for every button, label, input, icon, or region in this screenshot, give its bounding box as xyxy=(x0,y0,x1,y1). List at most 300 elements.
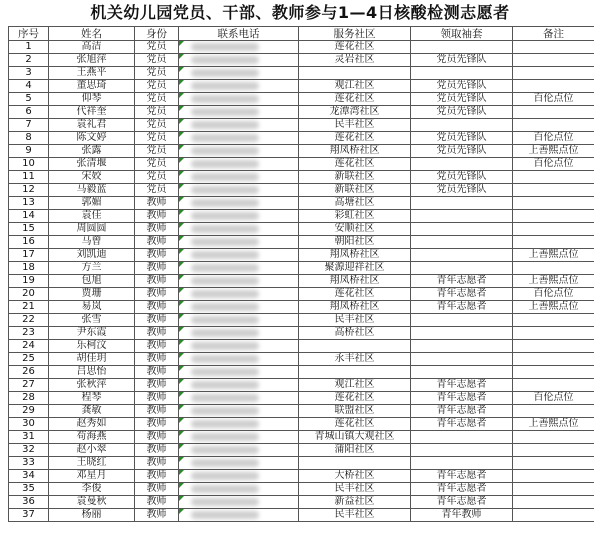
cell-marker xyxy=(179,171,184,176)
service-community: 高塘社区 xyxy=(299,197,411,210)
service-community: 朝阳社区 xyxy=(299,236,411,249)
table-row xyxy=(9,54,595,67)
row-number: 12 xyxy=(9,184,49,197)
table-row xyxy=(9,106,595,119)
phone-cell-redacted xyxy=(179,379,299,392)
person-name: 袁礼君 xyxy=(49,119,135,132)
person-name: 张露 xyxy=(49,145,135,158)
redacted-phone xyxy=(191,277,259,285)
phone-cell-redacted xyxy=(179,210,299,223)
phone-cell-redacted xyxy=(179,483,299,496)
redacted-phone xyxy=(191,342,259,350)
table-row xyxy=(9,353,595,366)
remark xyxy=(513,379,595,392)
sleeve-type: 青年志愿者 xyxy=(411,405,513,418)
cell-marker xyxy=(179,353,184,358)
phone-cell-redacted xyxy=(179,132,299,145)
table-row xyxy=(9,444,595,457)
service-community: 聚源迎祥社区 xyxy=(299,262,411,275)
row-number: 19 xyxy=(9,275,49,288)
redacted-phone xyxy=(191,95,259,103)
service-community: 安顺社区 xyxy=(299,223,411,236)
person-role: 教师 xyxy=(135,223,179,236)
person-role: 党员 xyxy=(135,171,179,184)
row-number: 26 xyxy=(9,366,49,379)
cell-marker xyxy=(179,509,184,514)
person-name: 苟海燕 xyxy=(49,431,135,444)
person-role: 教师 xyxy=(135,262,179,275)
remark xyxy=(513,444,595,457)
remark xyxy=(513,236,595,249)
redacted-phone xyxy=(191,303,259,311)
service-community xyxy=(299,366,411,379)
service-community: 翔凤桥社区 xyxy=(299,145,411,158)
table-header-row xyxy=(9,27,595,41)
table-row xyxy=(9,496,595,509)
remark xyxy=(513,223,595,236)
cell-marker xyxy=(179,262,184,267)
redacted-phone xyxy=(191,199,259,207)
service-community: 翔凤桥社区 xyxy=(299,249,411,262)
redacted-phone xyxy=(191,407,259,415)
person-name: 王燕平 xyxy=(49,67,135,80)
phone-cell-redacted xyxy=(179,314,299,327)
row-number: 2 xyxy=(9,54,49,67)
row-number: 15 xyxy=(9,223,49,236)
table-row xyxy=(9,197,595,210)
redacted-phone xyxy=(191,238,259,246)
sleeve-type xyxy=(411,197,513,210)
person-role: 教师 xyxy=(135,301,179,314)
person-name: 张清堰 xyxy=(49,158,135,171)
cell-marker xyxy=(179,340,184,345)
remark xyxy=(513,54,595,67)
table-row xyxy=(9,418,595,431)
remark xyxy=(513,171,595,184)
person-role: 教师 xyxy=(135,379,179,392)
remark xyxy=(513,353,595,366)
cell-marker xyxy=(179,223,184,228)
remark xyxy=(513,431,595,444)
row-number: 30 xyxy=(9,418,49,431)
row-number: 34 xyxy=(9,470,49,483)
person-role: 党员 xyxy=(135,54,179,67)
person-name: 张雪 xyxy=(49,314,135,327)
remark xyxy=(513,496,595,509)
cell-marker xyxy=(179,327,184,332)
person-name: 方兰 xyxy=(49,262,135,275)
service-community: 民丰社区 xyxy=(299,509,411,522)
phone-cell-redacted xyxy=(179,366,299,379)
phone-cell-redacted xyxy=(179,301,299,314)
phone-cell-redacted xyxy=(179,145,299,158)
row-number: 37 xyxy=(9,509,49,522)
cell-marker xyxy=(179,275,184,280)
person-role: 教师 xyxy=(135,249,179,262)
cell-marker xyxy=(179,405,184,410)
table-row xyxy=(9,236,595,249)
phone-cell-redacted xyxy=(179,288,299,301)
remark: 百伦点位 xyxy=(513,288,595,301)
table-row xyxy=(9,392,595,405)
phone-cell-redacted xyxy=(179,496,299,509)
cell-marker xyxy=(179,210,184,215)
sleeve-type: 党员先锋队 xyxy=(411,106,513,119)
service-community xyxy=(299,457,411,470)
cell-marker xyxy=(179,54,184,59)
row-number: 28 xyxy=(9,392,49,405)
redacted-phone xyxy=(191,264,259,272)
row-number: 23 xyxy=(9,327,49,340)
person-name: 陈文婷 xyxy=(49,132,135,145)
service-community: 莲花社区 xyxy=(299,158,411,171)
person-role: 党员 xyxy=(135,41,179,54)
redacted-phone xyxy=(191,485,259,493)
redacted-phone xyxy=(191,251,259,259)
cell-marker xyxy=(179,379,184,384)
person-role: 党员 xyxy=(135,106,179,119)
table-row xyxy=(9,67,595,80)
person-name: 杨丽 xyxy=(49,509,135,522)
service-community: 大桥社区 xyxy=(299,470,411,483)
person-role: 教师 xyxy=(135,340,179,353)
redacted-phone xyxy=(191,173,259,181)
service-community: 灵岩社区 xyxy=(299,54,411,67)
sleeve-type: 党员先锋队 xyxy=(411,184,513,197)
person-name: 易岚 xyxy=(49,301,135,314)
sleeve-type xyxy=(411,327,513,340)
remark xyxy=(513,80,595,93)
sleeve-type xyxy=(411,119,513,132)
person-role: 教师 xyxy=(135,236,179,249)
row-number: 24 xyxy=(9,340,49,353)
redacted-phone xyxy=(191,134,259,142)
person-name: 宋姣 xyxy=(49,171,135,184)
sleeve-type: 青年志愿者 xyxy=(411,483,513,496)
person-role: 教师 xyxy=(135,418,179,431)
redacted-phone xyxy=(191,433,259,441)
person-role: 教师 xyxy=(135,405,179,418)
phone-cell-redacted xyxy=(179,327,299,340)
remark xyxy=(513,184,595,197)
table-row xyxy=(9,483,595,496)
person-name: 赵小翠 xyxy=(49,444,135,457)
row-number: 16 xyxy=(9,236,49,249)
person-role: 教师 xyxy=(135,431,179,444)
cell-marker xyxy=(179,366,184,371)
table-row xyxy=(9,288,595,301)
sleeve-type: 党员先锋队 xyxy=(411,54,513,67)
cell-marker xyxy=(179,288,184,293)
person-name: 胡佳玥 xyxy=(49,353,135,366)
phone-cell-redacted xyxy=(179,158,299,171)
person-role: 教师 xyxy=(135,457,179,470)
cell-marker xyxy=(179,158,184,163)
row-number: 14 xyxy=(9,210,49,223)
row-number: 6 xyxy=(9,106,49,119)
service-community xyxy=(299,340,411,353)
row-number: 17 xyxy=(9,249,49,262)
sleeve-type: 青年志愿者 xyxy=(411,288,513,301)
redacted-phone xyxy=(191,446,259,454)
sleeve-type xyxy=(411,41,513,54)
phone-cell-redacted xyxy=(179,80,299,93)
phone-cell-redacted xyxy=(179,119,299,132)
remark xyxy=(513,41,595,54)
person-role: 教师 xyxy=(135,392,179,405)
person-name: 郭媚 xyxy=(49,197,135,210)
cell-marker xyxy=(179,145,184,150)
row-number: 9 xyxy=(9,145,49,158)
table-row xyxy=(9,80,595,93)
person-name: 袁曼秋 xyxy=(49,496,135,509)
sleeve-type: 党员先锋队 xyxy=(411,171,513,184)
sleeve-type xyxy=(411,366,513,379)
remark xyxy=(513,327,595,340)
cell-marker xyxy=(179,457,184,462)
table-row xyxy=(9,93,595,106)
person-role: 党员 xyxy=(135,93,179,106)
phone-cell-redacted xyxy=(179,171,299,184)
redacted-phone xyxy=(191,82,259,90)
table-row xyxy=(9,184,595,197)
row-number: 25 xyxy=(9,353,49,366)
person-name: 李俊 xyxy=(49,483,135,496)
redacted-phone xyxy=(191,121,259,129)
remark xyxy=(513,106,595,119)
remark xyxy=(513,366,595,379)
service-community: 联盟社区 xyxy=(299,405,411,418)
person-role: 教师 xyxy=(135,210,179,223)
remark xyxy=(513,197,595,210)
service-community: 莲花社区 xyxy=(299,41,411,54)
cell-marker xyxy=(179,80,184,85)
remark xyxy=(513,67,595,80)
sleeve-type: 青年志愿者 xyxy=(411,275,513,288)
service-community: 莲花社区 xyxy=(299,288,411,301)
phone-cell-redacted xyxy=(179,106,299,119)
redacted-phone xyxy=(191,69,259,77)
service-community: 观江社区 xyxy=(299,379,411,392)
header-phone: 联系电话 xyxy=(179,27,299,41)
service-community: 翔凤桥社区 xyxy=(299,301,411,314)
header-role: 身份 xyxy=(135,27,179,41)
remark xyxy=(513,509,595,522)
table-row xyxy=(9,470,595,483)
person-name: 王晓红 xyxy=(49,457,135,470)
sleeve-type: 党员先锋队 xyxy=(411,93,513,106)
sleeve-type: 青年志愿者 xyxy=(411,418,513,431)
remark xyxy=(513,262,595,275)
cell-marker xyxy=(179,431,184,436)
table-row xyxy=(9,366,595,379)
phone-cell-redacted xyxy=(179,223,299,236)
sleeve-type: 党员先锋队 xyxy=(411,132,513,145)
sleeve-type xyxy=(411,236,513,249)
person-name: 周圆圆 xyxy=(49,223,135,236)
table-row xyxy=(9,431,595,444)
row-number: 4 xyxy=(9,80,49,93)
person-name: 董思琦 xyxy=(49,80,135,93)
row-number: 32 xyxy=(9,444,49,457)
row-number: 3 xyxy=(9,67,49,80)
table-row xyxy=(9,41,595,54)
row-number: 18 xyxy=(9,262,49,275)
redacted-phone xyxy=(191,459,259,467)
redacted-phone xyxy=(191,186,259,194)
service-community: 青城山镇大观社区 xyxy=(299,431,411,444)
sleeve-type xyxy=(411,249,513,262)
sleeve-type xyxy=(411,67,513,80)
sleeve-type xyxy=(411,340,513,353)
person-name: 邓星月 xyxy=(49,470,135,483)
sleeve-type xyxy=(411,223,513,236)
person-role: 党员 xyxy=(135,67,179,80)
person-name: 马曾 xyxy=(49,236,135,249)
row-number: 13 xyxy=(9,197,49,210)
phone-cell-redacted xyxy=(179,184,299,197)
service-community: 龙潭湾社区 xyxy=(299,106,411,119)
row-number: 22 xyxy=(9,314,49,327)
row-number: 1 xyxy=(9,41,49,54)
sleeve-type: 青年志愿者 xyxy=(411,470,513,483)
redacted-phone xyxy=(191,420,259,428)
table-row xyxy=(9,132,595,145)
service-community: 新益社区 xyxy=(299,496,411,509)
redacted-phone xyxy=(191,160,259,168)
person-name: 尹东霞 xyxy=(49,327,135,340)
service-community: 新联社区 xyxy=(299,184,411,197)
cell-marker xyxy=(179,444,184,449)
redacted-phone xyxy=(191,147,259,155)
remark: 上善熙点位 xyxy=(513,301,595,314)
page-title: 机关幼儿园党员、干部、教师参与1—4日核酸检测志愿者 xyxy=(90,3,510,22)
table-row xyxy=(9,119,595,132)
sleeve-type xyxy=(411,431,513,444)
person-name: 赵秀如 xyxy=(49,418,135,431)
sleeve-type: 党员先锋队 xyxy=(411,145,513,158)
header-no: 序号 xyxy=(9,27,49,41)
table-row xyxy=(9,171,595,184)
person-name: 刘凯迪 xyxy=(49,249,135,262)
remark xyxy=(513,119,595,132)
remark xyxy=(513,483,595,496)
person-name: 龚敏 xyxy=(49,405,135,418)
remark: 百伦点位 xyxy=(513,158,595,171)
person-role: 党员 xyxy=(135,80,179,93)
remark: 百伦点位 xyxy=(513,392,595,405)
phone-cell-redacted xyxy=(179,275,299,288)
person-name: 仰琴 xyxy=(49,93,135,106)
phone-cell-redacted xyxy=(179,236,299,249)
row-number: 35 xyxy=(9,483,49,496)
remark: 百伦点位 xyxy=(513,132,595,145)
person-name: 代祥奎 xyxy=(49,106,135,119)
remark: 上善熙点位 xyxy=(513,249,595,262)
phone-cell-redacted xyxy=(179,444,299,457)
table-row xyxy=(9,314,595,327)
cell-marker xyxy=(179,184,184,189)
row-number: 31 xyxy=(9,431,49,444)
row-number: 21 xyxy=(9,301,49,314)
sleeve-type xyxy=(411,353,513,366)
row-number: 8 xyxy=(9,132,49,145)
person-role: 教师 xyxy=(135,288,179,301)
table-row xyxy=(9,340,595,353)
phone-cell-redacted xyxy=(179,431,299,444)
service-community xyxy=(299,67,411,80)
remark xyxy=(513,340,595,353)
cell-marker xyxy=(179,41,184,46)
redacted-phone xyxy=(191,381,259,389)
row-number: 5 xyxy=(9,93,49,106)
redacted-phone xyxy=(191,394,259,402)
person-name: 张旭萍 xyxy=(49,54,135,67)
person-role: 教师 xyxy=(135,275,179,288)
person-role: 教师 xyxy=(135,483,179,496)
cell-marker xyxy=(179,197,184,202)
cell-marker xyxy=(179,496,184,501)
person-role: 教师 xyxy=(135,496,179,509)
service-community: 永丰社区 xyxy=(299,353,411,366)
service-community: 莲花社区 xyxy=(299,418,411,431)
redacted-phone xyxy=(191,368,259,376)
person-role: 党员 xyxy=(135,145,179,158)
person-name: 高洁 xyxy=(49,41,135,54)
redacted-phone xyxy=(191,472,259,480)
remark: 百伦点位 xyxy=(513,93,595,106)
sleeve-type xyxy=(411,158,513,171)
table-row xyxy=(9,457,595,470)
sleeve-type xyxy=(411,210,513,223)
volunteer-table xyxy=(8,26,594,536)
redacted-phone xyxy=(191,355,259,363)
redacted-phone xyxy=(191,225,259,233)
header-sleeve: 领取袖套 xyxy=(411,27,513,41)
service-community: 新联社区 xyxy=(299,171,411,184)
phone-cell-redacted xyxy=(179,41,299,54)
sleeve-type: 青年志愿者 xyxy=(411,301,513,314)
redacted-phone xyxy=(191,108,259,116)
row-number: 11 xyxy=(9,171,49,184)
row-number: 36 xyxy=(9,496,49,509)
phone-cell-redacted xyxy=(179,54,299,67)
service-community: 民丰社区 xyxy=(299,314,411,327)
phone-cell-redacted xyxy=(179,418,299,431)
cell-marker xyxy=(179,93,184,98)
phone-cell-redacted xyxy=(179,392,299,405)
redacted-phone xyxy=(191,290,259,298)
sleeve-type: 青年教师 xyxy=(411,509,513,522)
header-note: 备注 xyxy=(513,27,595,41)
row-number: 29 xyxy=(9,405,49,418)
service-community: 高桥社区 xyxy=(299,327,411,340)
person-role: 教师 xyxy=(135,509,179,522)
remark: 上善熙点位 xyxy=(513,275,595,288)
table-row xyxy=(9,301,595,314)
phone-cell-redacted xyxy=(179,405,299,418)
person-role: 党员 xyxy=(135,119,179,132)
redacted-phone xyxy=(191,56,259,64)
service-community: 彩虹社区 xyxy=(299,210,411,223)
row-number: 20 xyxy=(9,288,49,301)
person-name: 吕思怡 xyxy=(49,366,135,379)
service-community: 观江社区 xyxy=(299,80,411,93)
table-row xyxy=(9,158,595,171)
person-role: 教师 xyxy=(135,314,179,327)
header-name: 姓名 xyxy=(49,27,135,41)
phone-cell-redacted xyxy=(179,249,299,262)
